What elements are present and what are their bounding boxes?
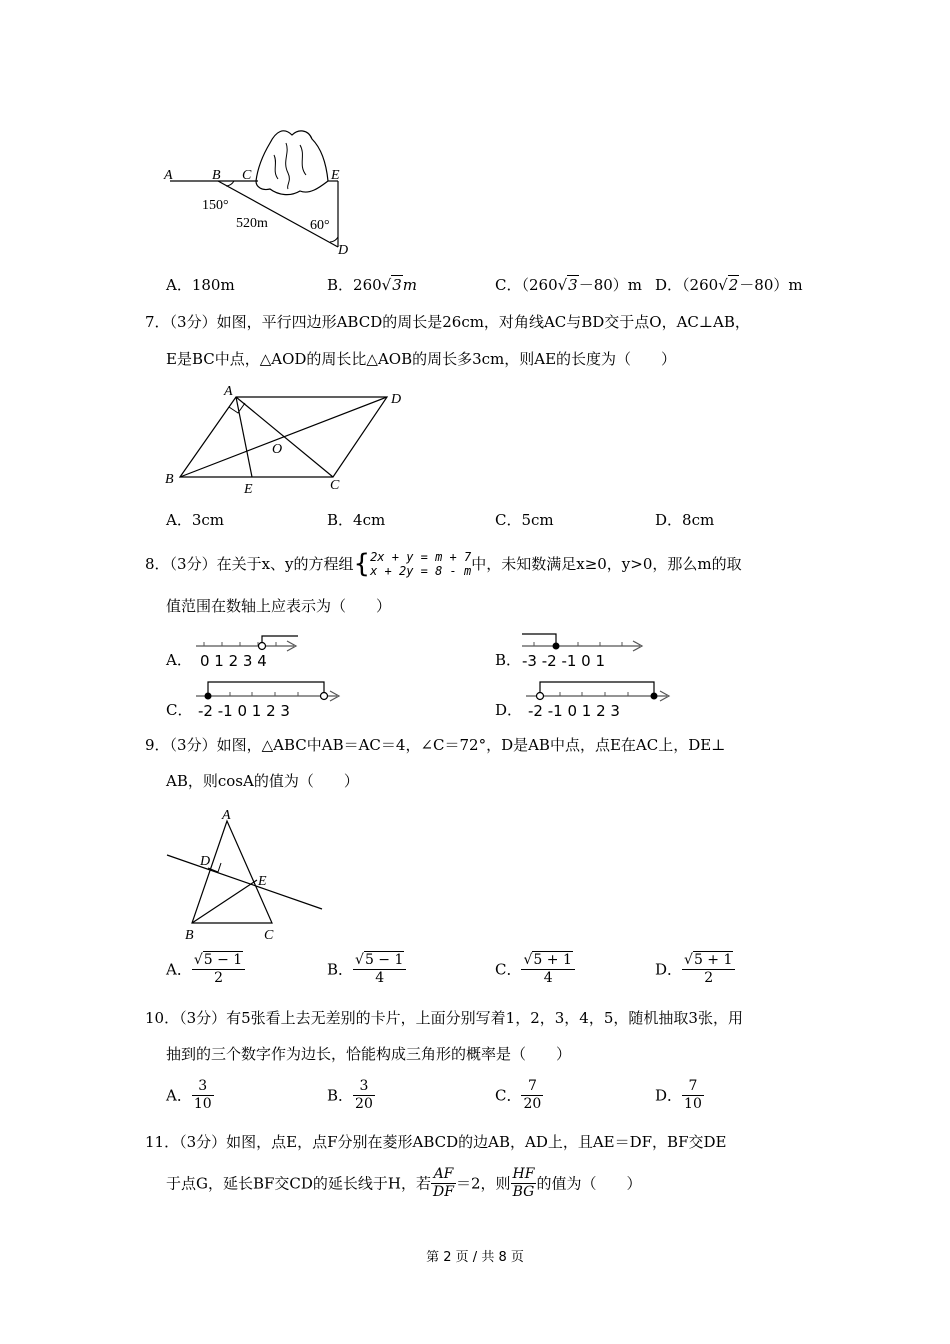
q8-equation-1: 2x + y = m + 7 [370,550,472,564]
q8-option-d-numberline[interactable] [522,678,677,723]
q10-option-a-num: 3 [192,1078,214,1096]
q8-option-d-label[interactable]: D． [495,701,523,719]
q8-option-a-numberline[interactable] [190,628,310,673]
q8-option-b-ticks: -3 -2 -1 0 1 [522,652,606,670]
q10-option-d-den: 10 [684,1096,702,1112]
q9-option-c-den: 4 [543,970,553,986]
q6-option-d-pre: D．（260 [655,276,719,294]
q6-label-c: C [242,168,252,183]
q10-option-a-label: A． [166,1086,192,1105]
q6-option-a[interactable]: A．180m [166,276,235,294]
q8-equation-system [370,550,471,578]
q6-figure [160,125,360,260]
q11-fraction-bg: BG [512,1184,535,1200]
q9-option-c-fraction: $\frac{√5 + 1}{4}$ [521,952,574,987]
q10-option-d-fraction [682,1078,704,1113]
q6-option-b-rad: 3 [392,276,402,294]
q7-label-a: A [224,384,233,399]
q8-text-pre: 8．（3分）在关于x、y的方程组 [145,555,354,573]
q10-option-a-fraction [192,1078,214,1113]
q9-option-d-fraction: $\frac{√5 + 1}{2}$ [682,952,735,987]
q10-option-b-label: B． [327,1086,354,1105]
q9-label-b: B [185,928,194,943]
q8-text-line2: 值范围在数轴上应表示为（ ） [166,597,392,615]
q8-option-c-ticks: -2 -1 0 1 2 3 [198,702,290,720]
q10-option-d-num: 7 [682,1078,704,1096]
q8-option-a-ticks: 0 1 2 3 4 [200,652,267,670]
q6-label-b: B [212,168,221,183]
q6-angle-60: 60° [310,218,330,233]
q9-figure [160,803,335,943]
q7-label-c: C [330,478,340,493]
q10-option-c-num: 7 [521,1078,543,1096]
q6-option-c[interactable]: C．（260√3－80）m [495,276,643,294]
q9-label-e: E [258,874,267,889]
q8-text-post: 中，未知数满足x≥0，y>0，那么m的取 [471,555,742,573]
q6-option-b-post: m [402,276,417,294]
q10-option-d[interactable] [655,1078,704,1113]
q7-text-line2: E是BC中点，△AOD的周长比△AOB的周长多3cm，则AE的长度为（ ） [166,350,677,368]
q9-option-b[interactable] [327,952,406,987]
q9-option-a-fraction: $\frac{√5 - 1}{2}$ [192,952,245,987]
q10-option-b-num: 3 [353,1078,375,1096]
q6-option-d[interactable]: D．（260√2－80）m [655,276,803,294]
q9-option-a-den: 2 [214,970,223,986]
q11-fraction-df: DF [433,1184,454,1200]
q11-fraction-hf: HF [512,1166,535,1182]
q9-text-line1: 9．（3分）如图，△ABC中AB＝AC＝4，∠C＝72°，D是AB中点，点E在AC上，DE⊥ [145,736,726,754]
q9-option-a[interactable] [166,952,245,987]
q10-option-b-den: 20 [355,1096,373,1112]
q6-label-d: D [338,243,349,258]
q7-text-line1: 7．（3分）如图，平行四边形ABCD的周长是26cm，对角线AC与BD交于点O，AC⊥AB， [145,313,750,331]
q8-option-c-label[interactable]: C． [166,701,193,719]
q9-option-c-num: 5 + 1 [533,952,572,968]
q9-option-d[interactable] [655,952,735,987]
q6-option-b-pre: B．260 [327,276,382,294]
q10-option-d-label: D． [655,1086,683,1105]
q6-option-c-rad: 3 [568,276,578,294]
q9-option-c-label: C． [495,960,522,979]
q6-option-c-pre: C．（260 [495,276,558,294]
q9-option-a-num: 5 − 1 [203,952,243,968]
q9-option-d-label: D． [655,960,683,979]
q8-equation-2: x + 2y = 8 - m [370,564,472,578]
q6-option-d-rad: 2 [728,276,739,294]
q8-text-line1: 8．（3分）在关于x、y的方程组{ 2x + y = m + 7 x + 2y = 8 - m 中，未知数满足x≥0，y>0，那么m的取 [145,549,742,579]
q6-option-d-post: －80）m [739,276,803,294]
q9-option-b-fraction: $\frac{√5 - 1}{4}$ [353,952,406,987]
q7-option-a[interactable]: A．3cm [166,511,225,529]
q9-label-c: C [264,928,274,943]
q9-option-d-den: 2 [704,970,714,986]
q10-text-line2: 抽到的三个数字作为边长，恰能构成三角形的概率是（ ） [166,1045,572,1063]
q9-option-b-num: 5 − 1 [364,952,404,968]
q7-option-b[interactable]: B．4cm [327,511,386,529]
q11-text-mid: ＝2，则 [455,1174,511,1193]
q10-option-c-fraction [521,1078,543,1113]
q10-option-c-label: C． [495,1086,522,1105]
q10-option-c[interactable] [495,1078,543,1113]
q11-fraction-af-df [431,1166,456,1201]
q10-option-b[interactable] [327,1078,375,1113]
q9-option-c[interactable] [495,952,575,987]
q6-option-b[interactable]: B．260√3m [327,276,417,294]
q11-text-line2 [166,1166,641,1206]
q6-option-c-post: －80）m [578,276,643,294]
q11-text-pre: 于点G，延长BF交CD的延长线于H，若 [166,1174,431,1193]
q11-fraction-af: AF [431,1166,456,1184]
q8-option-b-numberline[interactable] [518,628,648,673]
q8-option-d-ticks: -2 -1 0 1 2 3 [528,702,620,720]
q9-option-a-label: A． [166,960,192,979]
q7-option-c[interactable]: C．5cm [495,511,554,529]
q9-option-d-num: 5 + 1 [693,952,733,968]
q10-option-b-fraction [353,1078,375,1113]
q11-fraction-hf-bg [511,1166,537,1201]
q10-option-c-den: 20 [523,1096,542,1112]
q8-option-c-numberline[interactable] [192,678,347,723]
q9-label-d: D [200,854,211,869]
q10-text-line1: 10．（3分）有5张看上去无差别的卡片，上面分别写着1，2，3，4，5，随机抽取3张，用 [145,1009,743,1027]
q9-text-line2: AB，则cosA的值为（ ） [166,772,359,790]
q7-label-o: O [272,442,283,457]
q7-label-d: D [391,392,402,407]
q7-figure [160,380,420,495]
q6-distance: 520m [236,216,268,231]
q8-option-a-label[interactable]: A． [166,651,192,669]
q7-label-b: B [165,472,174,487]
q9-option-b-label: B． [327,960,354,979]
q6-label-e: E [331,168,340,183]
page-footer: 第 2 页 / 共 8 页 [426,1250,524,1265]
q10-option-a-den: 10 [193,1096,212,1112]
q7-option-d[interactable]: D．8cm [655,511,715,529]
q9-label-a: A [222,808,231,823]
q6-angle-150: 150° [202,198,229,213]
q10-option-a[interactable] [166,1078,214,1113]
q11-text-line1: 11．（3分）如图，点E，点F分别在菱形ABCD的边AB，AD上，且AE＝DF，BF交DE [145,1133,727,1151]
q8-option-b-label[interactable]: B． [495,651,522,669]
q11-text-post: 的值为（ ） [536,1174,642,1193]
q9-option-b-den: 4 [375,970,385,986]
q7-label-e: E [244,482,253,495]
q6-label-a: A [164,168,173,183]
